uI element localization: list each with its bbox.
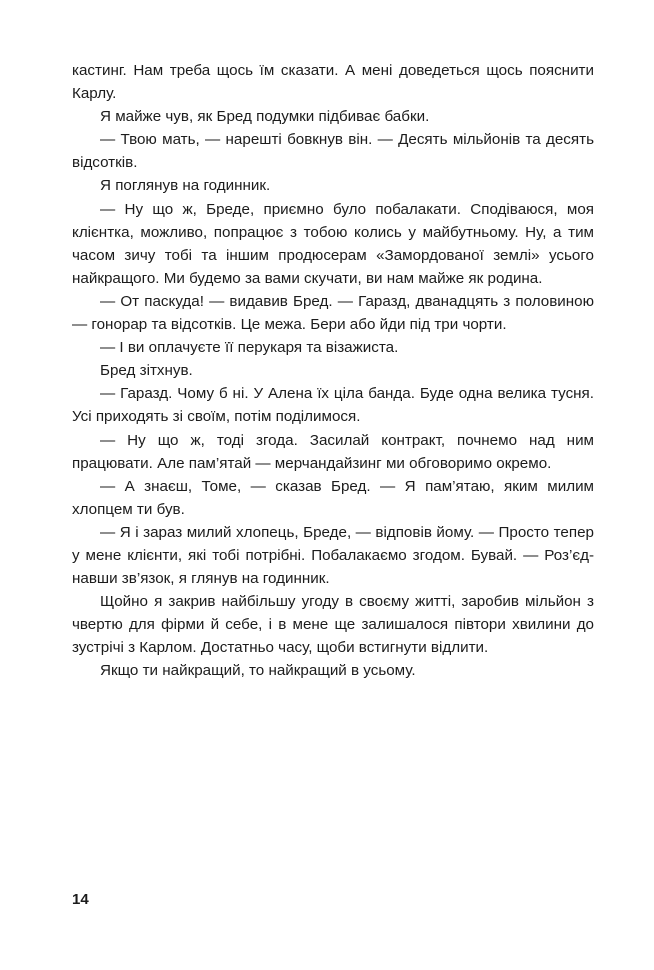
body-text	[72, 59, 594, 683]
paragraph: — Ну що ж, тоді згода. Засилай контракт, почнемо над ним працювати. Але пам’ятай — мерчандайзинг ми обговоримо окремо.	[72, 431, 594, 472]
paragraph: — А знаєш, Томе, — сказав Бред. — Я пам’ятаю, яким милим хлопцем ти був.	[72, 477, 594, 518]
paragraph: — І ви оплачуєте її перукаря та візажиста.	[100, 339, 399, 357]
paragraph: — От паскуда! — видавив Бред. — Гаразд, дванадцять з половиною — гонорар та відсотків. Це межа. Бери або йди під три чорти.	[72, 292, 594, 334]
paragraph: Щойно я закрив найбільшу угоду в своєму житті, заробив мільйон з чвертю для фірми й себе, і в мене ще залишалося півтори хвилини до зустрічі з Карлом. Достатньо часу, щоби встигнути відлити.	[72, 593, 594, 657]
page-number: 14	[72, 891, 89, 908]
paragraph: Бред зітхнув.	[100, 362, 193, 380]
paragraph: Якщо ти найкращий, то найкращий в усьому.	[100, 662, 416, 680]
paragraph: — Я і зараз милий хлопець, Бреде, — відповів йому. — Просто тепер у мене клієнти, які тобі потрібні. Побалакаємо згодом. Бувай. — Роз’єднавши зв’язок, я глянув на годинник.	[72, 523, 594, 588]
paragraph: — Ну що ж, Бреде, приємно було побалакати. Сподіваюся, моя клієнтка, можливо, попрацює з тобою колись у майбутньому. Ну, а тим часом зичу тобі та іншим продюсерам «Замордованої землі» усього найкращого. Ми будемо за вами скучати, ви нам майже як родина.	[72, 200, 594, 287]
paragraph: Я поглянув на годинник.	[100, 177, 271, 195]
paragraph: Я майже чув, як Бред подумки підбиває бабки.	[100, 108, 430, 126]
paragraph: — Гаразд. Чому б ні. У Алена їх ціла банда. Буде одна велика тусня. Усі приходять зі своїм, потім поділимося.	[72, 385, 594, 426]
paragraph: кастинг. Нам треба щось їм сказати. А мені доведеться щось пояснити Карлу.	[72, 62, 594, 103]
paragraph: — Твою мать, — нарешті бовкнув він. — Десять мільйонів та десять відсотків.	[72, 131, 594, 172]
